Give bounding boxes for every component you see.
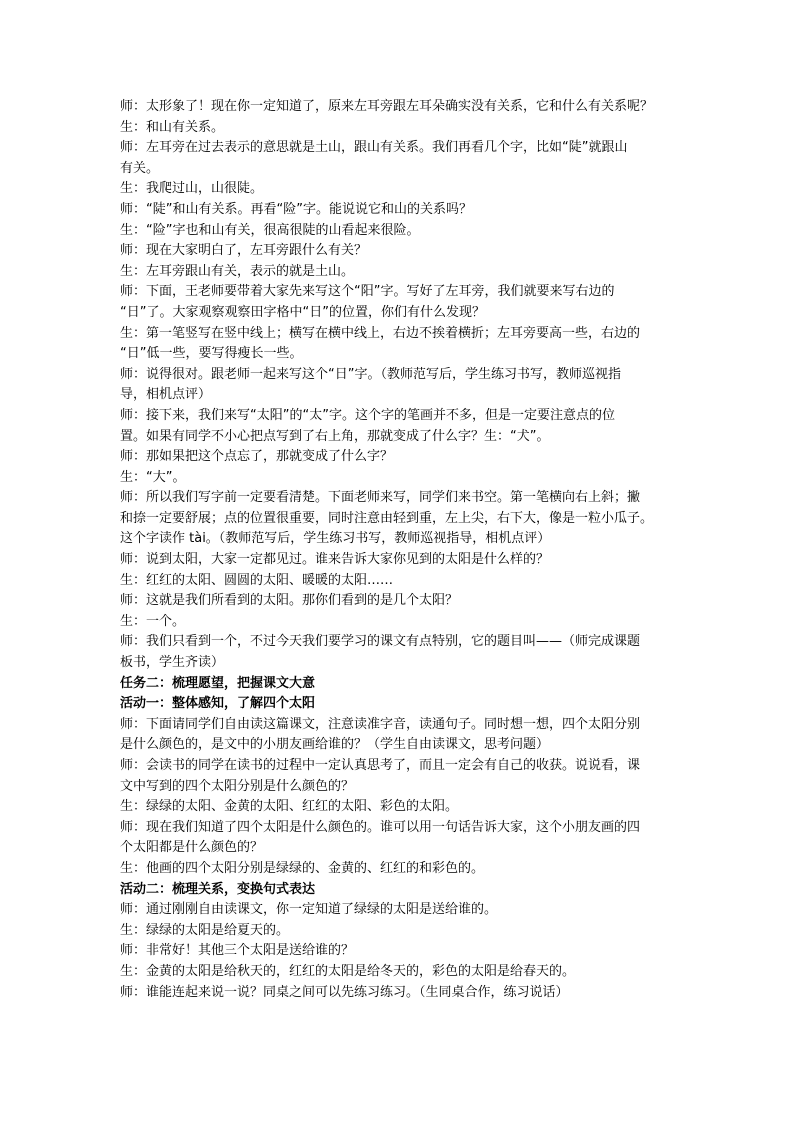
dialogue-line: 师：那如果把这个点忘了，那就变成了什么字？ bbox=[120, 449, 394, 465]
dialogue-line: 师：会读书的同学在读书的过程中一定认真思考了，而且一定会有自己的收获。说说看，课 bbox=[120, 758, 641, 773]
dialogue-line: 生：和山有关系。 bbox=[120, 119, 225, 135]
dialogue-line: 生：金黄的太阳是给秋天的，红红的太阳是给冬天的，彩色的太阳是给春天的。 bbox=[120, 963, 576, 979]
dialogue-line: 师：我们只看到一个，不过今天我们要学习的课文有点特别，它的题目叫——（师完成课题 bbox=[120, 634, 641, 650]
dialogue-line: 师：谁能连起来说一说？同桌之间可以先练习练习。（生同桌合作，练习说话） bbox=[120, 984, 569, 1000]
dialogue-line: “日”低一些，要写得瘦长一些。 bbox=[120, 346, 303, 362]
dialogue-line: 师：现在大家明白了，左耳旁跟什么有关？ bbox=[120, 243, 368, 259]
dialogue-line: 生：他画的四个太阳分别是绿绿的、金黄的、红红的和彩色的。 bbox=[120, 860, 485, 876]
dialogue-line: 师：接下来，我们来写“太阳”的“太”字。这个字的笔画并不多，但是一定要注意点的位 bbox=[120, 407, 615, 423]
dialogue-line: “日”了。大家观察观察田字格中“日”的位置，你们有什么发现？ bbox=[120, 304, 485, 320]
dialogue-line: 生：我爬过山，山很陡。 bbox=[120, 181, 264, 197]
dialogue-line: 文中写到的四个太阳分别是什么颜色的？ bbox=[120, 778, 355, 794]
dialogue-line: 师：说到太阳，大家一定都见过。谁来告诉大家你见到的太阳是什么样的？ bbox=[120, 552, 550, 568]
section-heading: 任务二：梳理愿望，把握课文大意 bbox=[120, 675, 316, 691]
dialogue-line: 生：“大”。 bbox=[120, 469, 186, 485]
dialogue-line: 生：绿绿的太阳是给夏天的。 bbox=[120, 922, 290, 938]
dialogue-line: 生：绿绿的太阳、金黄的太阳、红红的太阳、彩色的太阳。 bbox=[120, 799, 459, 815]
dialogue-line: 生：第一笔竖写在竖中线上；横写在横中线上，右边不挨着横折；左耳旁要高一些，右边的 bbox=[120, 325, 641, 341]
dialogue-line: 师：太形象了！现在你一定知道了，原来左耳旁跟左耳朵确实没有关系，它和什么有关系呢？ bbox=[120, 99, 654, 114]
dialogue-line: 师：非常好！其他三个太阳是送给谁的？ bbox=[120, 943, 355, 959]
section-heading: 活动二：梳理关系，变换句式表达 bbox=[120, 881, 316, 897]
dialogue-line: 师：说得很对。跟老师一起来写这个“日”字。（教师范写后，学生练习书写，教师巡视指 bbox=[120, 366, 621, 382]
dialogue-line: 置。如果有同学不小心把点写到了右上角，那就变成了什么字？生：“犬”。 bbox=[120, 428, 550, 444]
dialogue-line: 师：这就是我们所看到的太阳。那你们看到的是几个太阳？ bbox=[120, 593, 459, 609]
dialogue-line: 生：左耳旁跟山有关，表示的就是土山。 bbox=[120, 263, 355, 279]
dialogue-line: 师：“陡”和山有关系。再看“险”字。能说说它和山的关系吗？ bbox=[120, 201, 472, 217]
dialogue-line: 师：所以我们写字前一定要看清楚。下面老师来写，同学们来书空。第一笔横向右上斜；撇 bbox=[120, 490, 641, 506]
dialogue-line: 和捺一定要舒展；点的位置很重要，同时注意由轻到重，左上尖，右下大，像是一粒小瓜子。 bbox=[120, 510, 654, 526]
dialogue-line: 这个字读作 tài。（教师范写后，学生练习书写，教师巡视指导，相机点评） bbox=[120, 531, 551, 547]
dialogue-line: 是什么颜色的，是文中的小朋友画给谁的？（学生自由读课文，思考问题） bbox=[120, 737, 550, 753]
dialogue-line: 板书，学生齐读） bbox=[120, 655, 225, 671]
dialogue-line: 有关。 bbox=[120, 160, 160, 176]
dialogue-line: 师：下面，王老师要带着大家先来写这个“阳”字。写好了左耳旁，我们就要来写右边的 bbox=[120, 284, 615, 300]
dialogue-line: 师：下面请同学们自由读这篇课文，注意读准字音，读通句子。同时想一想，四个太阳分别 bbox=[120, 716, 641, 732]
section-heading: 活动一：整体感知，了解四个太阳 bbox=[120, 696, 316, 712]
dialogue-line: 师：现在我们知道了四个太阳是什么颜色的。谁可以用一句话告诉大家，这个小朋友画的四 bbox=[120, 819, 641, 835]
dialogue-line: 生：一个。 bbox=[120, 613, 186, 629]
dialogue-line: 师：通过刚刚自由读课文，你一定知道了绿绿的太阳是送给谁的。 bbox=[120, 902, 498, 918]
dialogue-line: 导，相机点评） bbox=[120, 387, 212, 403]
dialogue-line: 个太阳都是什么颜色的？ bbox=[120, 840, 264, 856]
dialogue-line: 生：红红的太阳、圆圆的太阳、暖暖的太阳…… bbox=[120, 572, 394, 588]
dialogue-line: 师：左耳旁在过去表示的意思就是土山，跟山有关系。我们再看几个字，比如“陡”就跟山 bbox=[120, 140, 628, 156]
dialogue-line: 生：“险”字也和山有关，很高很陡的山看起来很险。 bbox=[120, 222, 420, 238]
document-body bbox=[120, 97, 680, 1003]
